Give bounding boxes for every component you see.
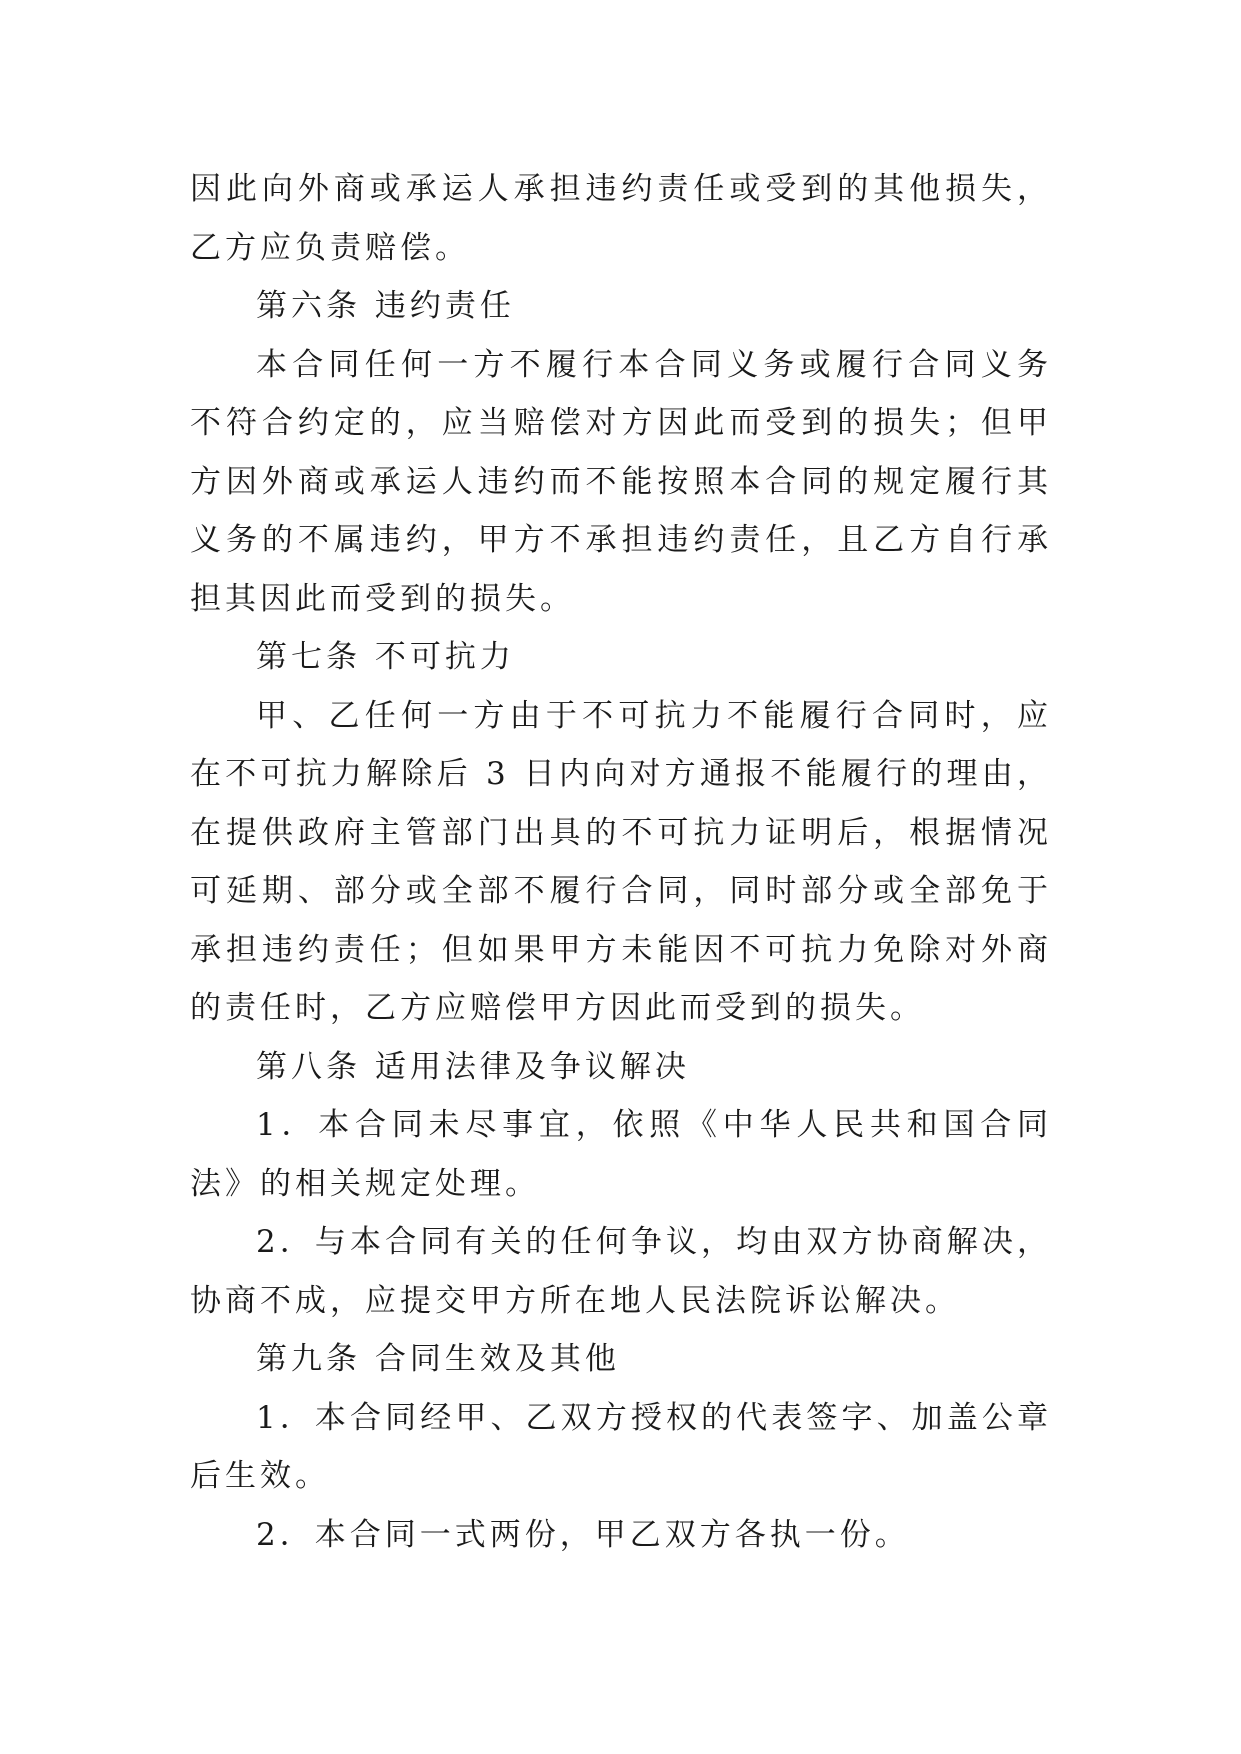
article-9-clause-1: 1．本合同经甲、乙双方授权的代表签字、加盖公章后生效。 bbox=[190, 1399, 1052, 1494]
article-7-body: 甲、乙任何一方由于不可抗力不能履行合同时，应在不可抗力解除后 3 日内向对方通报不能履行的理由，在提供政府主管部门出具的不可抗力证明后，根据情况可延期、部分或全部不履行合同，同时部分或全部免于承担违约责任；但如果甲方未能因不可抗力免除对外商的责任时，乙方应赔偿甲方因此而受到的损失。 bbox=[190, 697, 1052, 1026]
article-6-body: 本合同任何一方不履行本合同义务或履行合同义务不符合约定的，应当赔偿对方因此而受到的损失；但甲方因外商或承运人违约而不能按照本合同的规定履行其义务的不属违约，甲方不承担违约责任，且乙方自行承担其因此而受到的损失。 bbox=[190, 346, 1052, 617]
article-6-heading: 第六条 违约责任 bbox=[256, 288, 515, 324]
article-7-heading: 第七条 不可抗力 bbox=[256, 639, 515, 675]
article-8-clause-1: 1．本合同未尽事宜，依照《中华人民共和国合同法》的相关规定处理。 bbox=[190, 1107, 1052, 1202]
article-8-clause-2: 2．与本合同有关的任何争议，均由双方协商解决，协商不成，应提交甲方所在地人民法院诉讼解决。 bbox=[190, 1224, 1052, 1319]
article-8-heading: 第八条 适用法律及争议解决 bbox=[256, 1048, 690, 1085]
paragraph-liability-continuation: 因此向外商或承运人承担违约责任或受到的其他损失，乙方应负责赔偿。 bbox=[190, 171, 1052, 266]
article-9-clause-2: 2．本合同一式两份，甲乙双方各执一份。 bbox=[256, 1516, 910, 1553]
document-body bbox=[190, 160, 1052, 1564]
article-9-heading: 第九条 合同生效及其他 bbox=[256, 1341, 620, 1377]
